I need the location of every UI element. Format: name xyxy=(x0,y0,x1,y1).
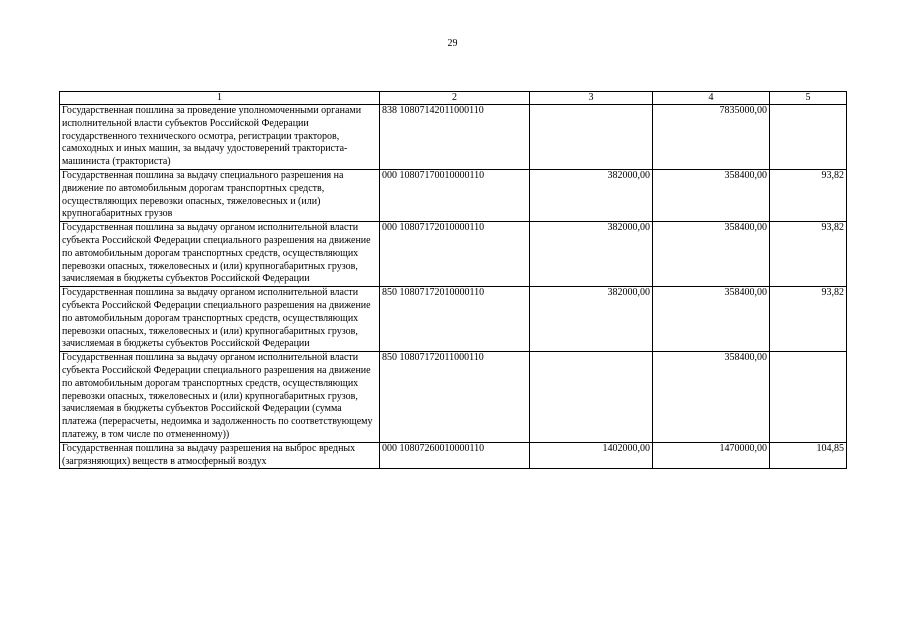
row-col4-cell: 1470000,00 xyxy=(653,442,770,469)
table-row xyxy=(60,287,847,352)
row-name-cell: Государственная пошлина за выдачу специального разрешения на движение по автомобильным дорогам транспортных средств, осуществляющих перевозки опасных, тяжеловесных и (или) крупногабаритных грузов xyxy=(60,169,380,221)
row-col5-cell: 93,82 xyxy=(770,222,847,287)
page-number: 29 xyxy=(447,38,458,49)
row-code-cell: 838 10807142011000110 xyxy=(380,105,530,170)
row-col5-cell xyxy=(770,352,847,443)
row-name-cell: Государственная пошлина за выдачу органом исполнительной власти субъекта Российской Федерации специального разрешения на движение по автомобильным дорогам транспортных средств, осуществляющих перевозки опасных, тяжеловесных и (или) крупногабаритных грузов, зачисляемая в бюджеты субъектов Российской Федерации xyxy=(60,287,380,352)
row-name-cell: Государственная пошлина за проведение уполномоченными органами исполнительной власти субъектов Российской Федерации государственного технического осмотра, регистрации тракторов, самоходных и иных машин, за выдачу удостоверений тракториста-машиниста (тракториста) xyxy=(60,105,380,170)
row-col4-cell: 7835000,00 xyxy=(653,105,770,170)
row-col4-cell: 358400,00 xyxy=(653,222,770,287)
row-code-cell: 000 10807170010000110 xyxy=(380,169,530,221)
table-row xyxy=(60,352,847,443)
row-col3-cell: 382000,00 xyxy=(530,287,653,352)
row-col3-cell xyxy=(530,352,653,443)
row-name-cell: Государственная пошлина за выдачу разрешения на выброс вредных (загрязняющих) веществ в атмосферный воздух xyxy=(60,442,380,469)
row-name-cell: Государственная пошлина за выдачу органом исполнительной власти субъекта Российской Федерации специального разрешения на движение по автомобильным дорогам транспортных средств, осуществляющих перевозки опасных, тяжеловесных и (или) крупногабаритных грузов, зачисляемая в бюджеты субъектов Российской Федерации (сумма платежа (перерасчеты, недоимка и задолженность по соответствующему платежу, в том числе по отмененному)) xyxy=(60,352,380,443)
row-code-cell: 000 10807260010000110 xyxy=(380,442,530,469)
row-col3-cell: 382000,00 xyxy=(530,169,653,221)
row-col3-cell: 1402000,00 xyxy=(530,442,653,469)
row-col5-cell: 104,85 xyxy=(770,442,847,469)
row-code-cell: 000 10807172010000110 xyxy=(380,222,530,287)
table-row xyxy=(60,222,847,287)
row-col5-cell: 93,82 xyxy=(770,287,847,352)
row-col4-cell: 358400,00 xyxy=(653,169,770,221)
row-col3-cell: 382000,00 xyxy=(530,222,653,287)
table-row xyxy=(60,169,847,221)
column-header-1: 1 xyxy=(60,92,380,105)
row-col4-cell: 358400,00 xyxy=(653,287,770,352)
column-header-2: 2 xyxy=(380,92,530,105)
table-header-row xyxy=(60,92,847,105)
revenue-table xyxy=(59,91,847,469)
row-code-cell: 850 10807172010000110 xyxy=(380,287,530,352)
row-col3-cell xyxy=(530,105,653,170)
row-col5-cell xyxy=(770,105,847,170)
row-code-cell: 850 10807172011000110 xyxy=(380,352,530,443)
table-row xyxy=(60,105,847,170)
row-name-cell: Государственная пошлина за выдачу органом исполнительной власти субъекта Российской Федерации специального разрешения на движение по автомобильным дорогам транспортных средств, осуществляющих перевозки опасных, тяжеловесных и (или) крупногабаритных грузов, зачисляемая в бюджеты субъектов Российской Федерации xyxy=(60,222,380,287)
row-col5-cell: 93,82 xyxy=(770,169,847,221)
column-header-4: 4 xyxy=(653,92,770,105)
column-header-5: 5 xyxy=(770,92,847,105)
table-row xyxy=(60,442,847,469)
column-header-3: 3 xyxy=(530,92,653,105)
row-col4-cell: 358400,00 xyxy=(653,352,770,443)
